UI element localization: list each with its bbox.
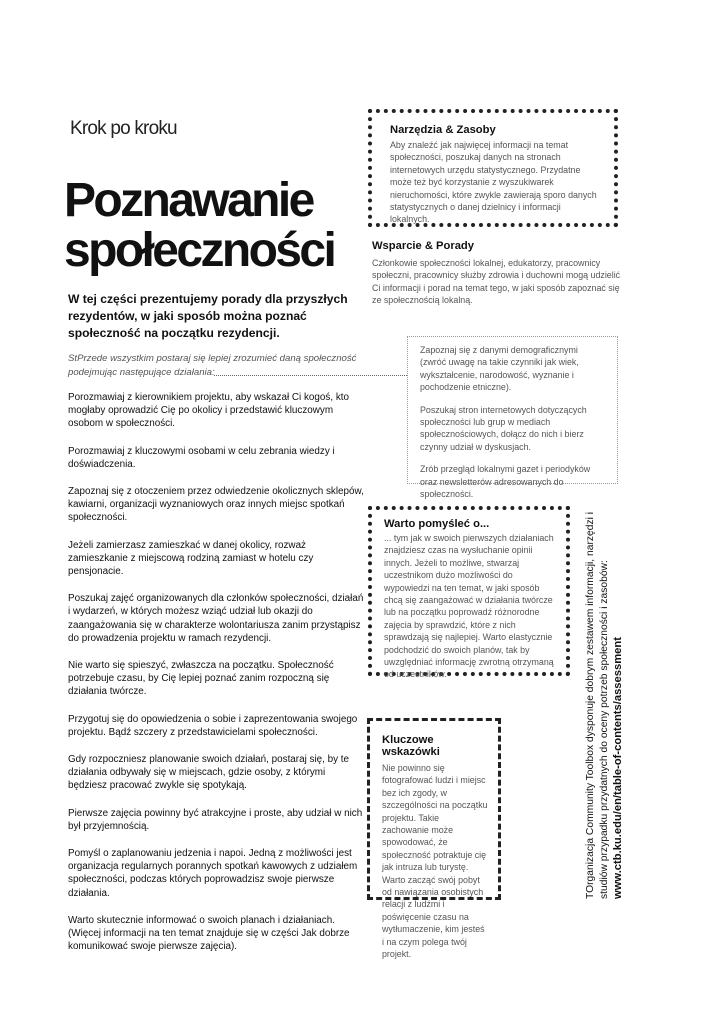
key-tips-box: [367, 718, 501, 960]
demographics-box: [407, 336, 618, 500]
body-paragraph: Warto skutecznie informować o swoich planach i działaniach. (Więcej informacji na ten temat znajduje się w części Jak dobrze komunikować swoje pierwsze zajęcia).: [68, 914, 350, 953]
body-paragraph: Porozmawiaj z kierownikiem projektu, aby wskazał Ci kogoś, kto mogłaby oprowadzić Cię po okolicy i przedstawić kluczowym osobom w społeczności.: [68, 392, 349, 430]
consider-text: ... tym jak w swoich pierwszych działaniach znajdziesz czas na wysłuchanie opinii innych. Jeżeli to możliwe, stwarzaj uczestnikom dużo możliwości do wypowiedzi na ten temat, w jaki sposób chcą się zaangażować w działania twórcze lub na początku poprowadź różnorodne zajęcia by sprawdzić, które z nich sprawdzają się najlepiej. Warto elastycznie podchodzić do swoich planów, tak by uwzględniać informację zwrotną otrzymaną od uczestników.: [384, 533, 554, 680]
demographics-item: Poszukaj stron internetowych dotyczących społeczności lub grup w mediach społecznościowych, dołącz do nich i bierz czynny udział w dyskusjach.: [420, 404, 587, 452]
tools-heading: Narzędzia & Zasoby: [390, 124, 496, 136]
body-paragraph: Pierwsze zajęcia powinny być atrakcyjne i proste, aby udział w nich był przyjemnością.: [68, 807, 363, 832]
section-kicker: Krok po kroku: [70, 118, 177, 139]
sidebar-url[interactable]: www.ctb.ku.edu/en/table-of-contents/assessment: [612, 637, 624, 899]
consider-box: [368, 506, 570, 680]
body-paragraph: Nie warto się spieszyć, zwłaszcza na początku. Społeczność potrzebuje czasu, by Cię lepiej poznać zanim rozpoczną się działania twórcze.: [68, 660, 334, 698]
key-tips-text: Nie powinno się fotografować ludzi i miejsc bez ich zgody, w szczególności na początku projektu. Takie zachowanie może spowodować, że społeczność potraktuje cię jak intruza lub turystę. Warto zacząć swój pobyt od nawiązania osobistych relacji z ludźmi i poświęcenie czasu na wytłumaczenie, kim jesteś i na czym polega twój projekt.: [382, 763, 488, 960]
body-paragraph: Poszukaj zajęć organizowanych dla członków społeczności, działań i wydarzeń, w których możesz wziąć udział lub okazji do zaangażowania się w charakterze wolontariusza zanim przystąpisz do prowadzenia projektu w ramach rezydencji.: [68, 593, 364, 644]
body-column: [68, 391, 366, 968]
body-paragraph: Pomyśl o zaplanowaniu jedzenia i napoi. Jedną z możliwości jest organizacja regularnych porannych spotkań kawowych z udziałem społeczności, podczas których poprowadzisz swoje pierwsze działania.: [68, 848, 358, 899]
tools-box: [368, 109, 618, 227]
consider-heading: Warto pomyśleć o...: [384, 518, 490, 530]
dotted-leader: [214, 375, 407, 376]
tools-text: Aby znaleźć jak najwięcej informacji na temat społeczności, poszukaj danych na stronach internetowych urzędu statystycznego. Przydatne może też być korzystanie z wyszukiwarek nieruchomości, które zwykle zawierają sporo danych statystycznych o danej dzielnicy i informacji lokalnych.: [390, 140, 597, 225]
body-paragraph: Przygotuj się do opowiedzenia o sobie i zaprezentowania swojego projektu. Bądź szczery z przedstawicielami społeczności.: [68, 713, 358, 738]
body-paragraph: Porozmawiaj z kluczowymi osobami w celu zebrania wiedzy i doświadczenia.: [68, 445, 335, 470]
support-text: Członkowie społeczności lokalnej, edukatorzy, pracownicy społeczni, pracownicy służby zdrowia i duchowni mogą udzielić Ci informacji i porad na temat tego, w jaki sposób zapoznać się ze społecznością lokalną.: [372, 258, 621, 306]
body-paragraph: Zapoznaj się z otoczeniem przez odwiedzenie okolicznych sklepów, kawiarni, organizacji wyznaniowych oraz innych miejsc spotkań społeczności.: [68, 486, 364, 524]
body-paragraph: Jeżeli zamierzasz zamieszkać w danej okolicy, rozważ zamieszkanie z miejscową rodziną zamiast w hotelu czy pensjonacie.: [68, 539, 314, 578]
demographics-item: Zrób przegląd lokalnymi gazet i periodyków oraz newsletterów adresowanych do społeczności.: [420, 464, 591, 500]
key-tips-heading: Kluczowe wskazówki: [382, 734, 440, 758]
body-paragraph: Gdy rozpoczniesz planowanie swoich działań, postaraj się, by te działania odbywały się w miejscach, gdzie osoby, z którymi będziesz pracować zwykle się spotykają.: [68, 754, 350, 792]
support-section: [372, 240, 622, 307]
lead-paragraph: W tej części prezentujemy porady dla przyszłych rezydentów, w jaki sposób można poznać społeczność na początku rezydencji.: [68, 292, 348, 340]
page-title: Poznawanie społeczności: [64, 174, 335, 277]
support-heading: Wsparcie & Porady: [372, 240, 474, 252]
resource-sidebar: [584, 499, 694, 899]
intro-paragraph: StPrzede wszystkim postaraj się lepiej zrozumieć daną społeczność podejmując następujące działania:: [68, 353, 357, 378]
sidebar-text: TOrganizacja Community Toolbox dysponuje dobrym zestawem informacji, narzędzi i studiów przypadku przydatnych do oceny potrzeb społeczności i zasobów:: [585, 511, 610, 899]
demographics-item: Zapoznaj się z danymi demograficznymi (zwróć uwagę na takie czynniki jak wiek, wykształcenie, narodowość, wyznanie i pochodzenie etniczne).: [420, 345, 579, 393]
